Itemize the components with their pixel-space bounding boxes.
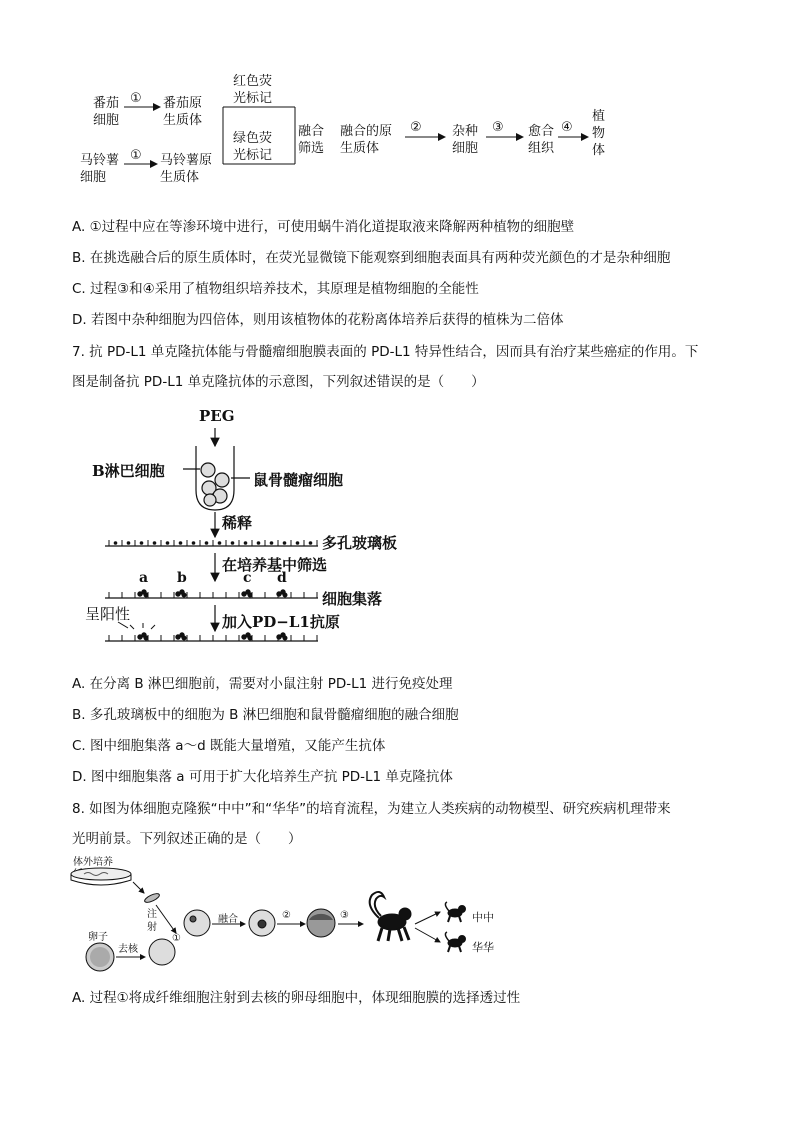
add-antigen-label: 加入PD−L1抗原 bbox=[222, 613, 340, 631]
dilute-label: 稀释 bbox=[222, 514, 253, 532]
positive-label: 呈阳性 bbox=[85, 605, 131, 623]
q7-option-d: D. 图中细胞集落 a 可用于扩大化培养生产抗 PD-L1 单克隆抗体 bbox=[72, 769, 453, 785]
hybrid-cell-label: 杂种 细胞 bbox=[452, 124, 479, 156]
q7-stem-line2: 图是制备抗 PD-L1 单克隆抗体的示意图，下列叙述错误的是（ ） bbox=[72, 374, 485, 390]
culture-label: 体外培养 bbox=[73, 857, 113, 868]
plant-label: 植 物 体 bbox=[592, 109, 606, 158]
step4-marker: ④ bbox=[561, 120, 573, 135]
q7-option-b: B. 多孔玻璃板中的细胞为 B 淋巴细胞和鼠骨髓瘤细胞的融合细胞 bbox=[72, 707, 459, 723]
q7-option-a: A. 在分离 B 淋巴细胞前，需要对小鼠注射 PD-L1 进行免疫处理 bbox=[72, 676, 453, 692]
q6-option-b: B. 在挑选融合后的原生质体时，在荧光显微镜下能观察到细胞表面具有两种荧光颜色的才是杂种细胞 bbox=[72, 250, 671, 266]
colony-label-a: a bbox=[139, 570, 149, 586]
peg-label: PEG bbox=[199, 407, 235, 425]
fused-protoplast-label: 融合的原 生质体 bbox=[340, 124, 393, 156]
myeloma-label: 鼠骨髓瘤细胞 bbox=[253, 471, 344, 489]
step1-marker-top: ① bbox=[130, 91, 142, 106]
q6-option-d: D. 若图中杂种细胞为四倍体，则用该植物体的花粉离体培养后获得的植株为二倍体 bbox=[72, 312, 564, 328]
enucleate-label: 去核 bbox=[118, 944, 138, 955]
q7-option-c: C. 图中细胞集落 a～d 既能大量增殖，又能产生抗体 bbox=[72, 738, 386, 754]
colony-label-d: d bbox=[277, 570, 287, 586]
q7-stem-line1: 7. 抗 PD-L1 单克隆抗体能与骨髓瘤细胞膜表面的 PD-L1 特异性结合，因而具有治疗某些癌症的作用。下 bbox=[72, 344, 699, 360]
potato-protoplast-label: 马铃薯原 生质体 bbox=[160, 153, 213, 185]
huahua-label: 华华 bbox=[472, 941, 494, 954]
red-fluorescent-label: 红色荧 光标记 bbox=[233, 74, 273, 106]
green-fluorescent-label: 绿色荧 光标记 bbox=[233, 131, 273, 163]
zhongzhong-label: 中中 bbox=[472, 911, 494, 924]
egg-label: 卵子 bbox=[88, 932, 108, 943]
step2-label: ② bbox=[282, 910, 291, 921]
tomato-cell-label: 番茄 细胞 bbox=[93, 96, 120, 128]
colony-label-c: c bbox=[243, 570, 252, 586]
inject-label: 注 射 bbox=[147, 909, 157, 933]
step3-label: ③ bbox=[340, 910, 349, 921]
fusion-screen-label: 融合 筛选 bbox=[298, 124, 325, 156]
b-cell-label: B淋巴细胞 bbox=[92, 462, 165, 480]
colony-label-b: b bbox=[177, 570, 187, 586]
step1-marker-bottom: ① bbox=[130, 148, 142, 163]
step2-marker: ② bbox=[410, 120, 422, 135]
q6-option-c: C. 过程③和④采用了植物组织培养技术，其原理是植物细胞的全能性 bbox=[72, 281, 479, 297]
step1-label: ① bbox=[172, 933, 181, 944]
tomato-protoplast-label: 番茄原 生质体 bbox=[163, 96, 203, 128]
q8-stem-line2: 光明前景。下列叙述正确的是（ ） bbox=[72, 831, 302, 847]
step3-marker: ③ bbox=[492, 120, 504, 135]
plate-label: 多孔玻璃板 bbox=[322, 534, 398, 552]
q8-stem-line1: 8. 如图为体细胞克隆猴“中中”和“华华”的培育流程，为建立人类疾病的动物模型、研究疾病机理带来 bbox=[72, 801, 671, 817]
callus-label: 愈合 组织 bbox=[528, 124, 555, 156]
fusion-label: 融合 bbox=[218, 914, 238, 925]
colony-label: 细胞集落 bbox=[322, 590, 383, 608]
screen-label: 在培养基中筛选 bbox=[222, 556, 328, 574]
q6-option-a: A. ①过程中应在等渗环境中进行，可使用蜗牛消化道提取液来降解两种植物的细胞壁 bbox=[72, 219, 575, 235]
q8-option-a: A. 过程①将成纤维细胞注射到去核的卵母细胞中，体现细胞膜的选择透过性 bbox=[72, 990, 521, 1006]
potato-cell-label: 马铃薯 细胞 bbox=[80, 153, 120, 185]
